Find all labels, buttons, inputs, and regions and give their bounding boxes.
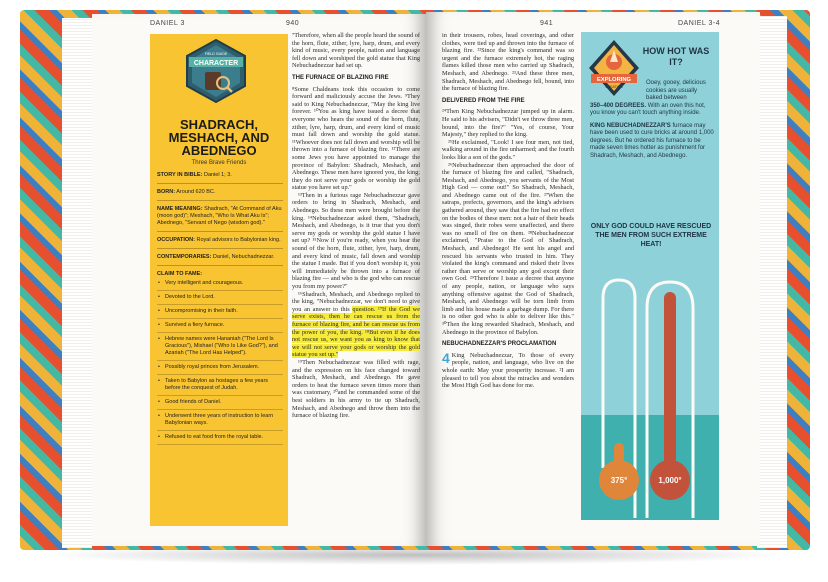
card-body-range: 350–400 DEGREES. xyxy=(590,102,647,109)
card-body-lead: Ooey, gooey, delicious cookies are usually baked between xyxy=(646,80,706,101)
card-emphasis: ONLY GOD COULD HAVE RESCUED THE MEN FROM SUCH EXTREME HEAT! xyxy=(590,223,712,248)
character-badge-icon xyxy=(183,38,249,104)
claim-item: • Devoted to the Lord. xyxy=(157,294,283,305)
highlighted-verse: question. ¹⁷If the God we serve exists, then he can rescue us from the furnace of blazing fire, and he can rescue us from the power of you, the king. ¹⁸But even if he does not rescue us, we want you as king to know that we will not serve your gods or worship the gold statue you set up." xyxy=(292,305,420,359)
card-body xyxy=(590,80,714,160)
claim-item: • Good friends of Daniel. xyxy=(157,399,283,410)
page-edges-right xyxy=(757,16,787,548)
page-number-right: 941 xyxy=(540,20,554,27)
claim-list xyxy=(157,280,283,445)
verse-paragraph: ²⁶Nebuchadnezzar then approached the door of the furnace of blazing fire and called, "Shadrach, Meshach, and Abednego, you servants of the Most High God — come out!" So Shadrach, Meshach, and Abednego came out of the fire. ²⁷When the satraps, prefects, governors, and the king's advisers gathered around, they saw that the fire had no effect on the bodies of these men: not a hair of their heads was singed, their robes were unaffected, and there was no smell of fire on them. ²⁸Nebuchadnezzar exclaimed, "Praise to the God of Shadrach, Meshach, and Abednego! He sent his angel and rescued his servants who trusted in him. They violated the king's command and risked their lives rather than serve or worship any god except their own God. ²⁹Therefore I issue a decree that anyone of any people, nation, or language who says anything offensive against the God of Shadrach, Meshach, and Abednego will be torn limb from limb and his house made a garbage dump. For there is no other god who is able to deliver like this." ³⁰Then the king rewarded Shadrach, Meshach, and Abednego in the province of Babylon. xyxy=(442,161,574,336)
section-heading-proclamation: NEBUCHADNEZZAR'S PROCLAMATION xyxy=(442,341,557,348)
claim-item: • Survived a fiery furnace. xyxy=(157,322,283,333)
badge-small-text: FIELD GUIDE xyxy=(204,52,228,56)
card-king-text: furnace may have been used to cure bricks at around 1,000 degrees. But he ordered his furnace to be made seven times hotter as punishment for Shadrach, Meshach, and Abednego. xyxy=(590,122,714,159)
thermometer-big-fill xyxy=(664,292,676,482)
claim-item: • Possibly royal princes from Jerusalem. xyxy=(157,364,283,375)
claim-item: • Hebrew names were Hananiah ("The Lord Is Gracious"), Mishael ("Who Is Like God?"), and Azariah ("The Lord Has Helped"). xyxy=(157,336,283,361)
fact-occupation: OCCUPATION: Royal advisors to Babylonian king. xyxy=(157,237,283,249)
verse-paragraph: ¹⁹Then Nebuchadnezzar was filled with rage, and the expression on his face changed toward Shadrach, Meshach, and Abednego. He gave orders to heat the furnace seven times more than was customary, ²⁰and he commanded some of the best soldiers in his army to tie up Shadrach, Meshach, and Abednego and throw them into the furnace of blazing fire. xyxy=(292,358,420,420)
verse-paragraph: in their trousers, robes, head coverings, and other clothes, were tied up and thrown into the furnace of blazing fire. ²²Since the king's command was so urgent and the furnace extremely hot, the raging flames killed those men who carried up Shadrach, Meshach, and Abednego. ²³And these three men, Shadrach, Meshach, and Abednego fell, bound, into the furnace of blazing fire. xyxy=(442,32,574,93)
character-facts xyxy=(157,172,283,448)
verse-paragraph: ¹³Then in a furious rage Nebuchadnezzar gave orders to bring in Shadrach, Meshach, and Abednego. So these men were brought before the king. ¹⁴Nebuchadnezzar asked them, "Shadrach, Meshach, and Abednego, is it true that you don't serve my gods or worship the gold statue I have set up? ¹⁵Now if you're ready, when you hear the sound of the horn, flute, zither, lyre, harp, drum, and every kind of music, fall down and worship the statue I made. But if you don't worship it, you will immediately be thrown into a furnace of blazing fire — and who is the god who can rescue you from my power?" xyxy=(292,191,420,290)
verse-text: ¹⁶Shadrach, Meshach, and Abednego replied to the king, "Nebuchadnezzar, we don't need to give you an answer to this xyxy=(292,290,420,313)
verse-text: King Nebuchadnezzar, To those of every people, nation, and language, who live on the whole earth: May your prosperity increase. ²I am pleased to tell you about the miracles and wonders the Most High God has done for me. xyxy=(442,351,574,390)
verse-paragraph xyxy=(292,291,420,359)
verse-paragraph: ²⁴Then King Nebuchadnezzar jumped up in alarm. He said to his advisers, "Didn't we throw three men, bound, into the fire?" "Yes, of course, Your Majesty," they replied to the king. xyxy=(442,108,574,139)
thermometer-graphic xyxy=(581,268,719,520)
badge-exploring-text: EXPLORING xyxy=(596,77,632,83)
claim-item: • Very intelligent and courageous. xyxy=(157,280,283,291)
badge-character-text: CHARACTER xyxy=(193,60,239,67)
page-number-left: 940 xyxy=(286,20,300,27)
page-edges-left xyxy=(62,18,92,548)
fact-name-meaning: NAME MEANING: Shadrach, "At Command of Aku (moon god)"; Meshach, "Who Is What Aku Is"; Abednego, "Servant of Nego (wisdom god)." xyxy=(157,206,283,232)
claim-item: • Taken to Babylon as hostages a few years before the conquest of Judah. xyxy=(157,378,283,396)
verse-paragraph: ⁷Therefore, when all the people heard the sound of the horn, flute, zither, lyre, harp, drum, and every kind of music, every people, nation and language fell down and worshiped the gold statue that King Nebuchadnezzar had set up. xyxy=(292,32,420,70)
character-name: SHADRACH, MESHACH, AND ABEDNEGO xyxy=(168,117,270,158)
fact-born: BORN: Around 620 BC. xyxy=(157,189,283,201)
fact-claim-to-fame: CLAIM TO FAME: • Very intelligent and courageous. • Devoted to the Lord. • Uncompromising in their faith. • Survived a fiery furnace. • Hebrew names were Hananiah ("The Lord Is Gracious"), Mishael ("Who Is Like God?"), and Azariah ("The Lord Has Helped"). • Possibly royal princes from Jerusalem. • Taken to Babylon as hostages a few years before the conquest of Judah. • Good friends of Daniel. • Underwent three years of instruction to learn Babylonian ways. • Refused to eat food from the royal table. xyxy=(157,271,283,445)
fact-contemporaries: CONTEMPORARIES: Daniel, Nebuchadnezzar. xyxy=(157,254,283,266)
right-scripture-column xyxy=(442,32,574,532)
left-scripture-column xyxy=(292,32,420,532)
verse-paragraph: ⁸Some Chaldeans took this occasion to come forward and maliciously accuse the Jews. ⁹They said to King Nebuchadnezzar, "May the king live forever. ¹⁰You as king have issued a decree that everyone who hears the sound of the horn, flute, zither, lyre, harp, drum, and every kind of music must fall down and worship the gold statue. ¹¹Whoever does not fall down and worship will be thrown into a furnace of blazing fire. ¹²There are some Jews you have appointed to manage the province of Babylon: Shadrach, Meshach, and Abednego. These men have ignored you, the king; they do not serve your gods or worship the gold statue you have set up." xyxy=(292,85,420,192)
section-heading-delivered: DELIVERED FROM THE FIRE xyxy=(442,97,525,104)
running-head-left: DANIEL 3 xyxy=(150,20,185,27)
card-king-heading: KING NEBUCHADNEZZAR'S xyxy=(590,122,671,129)
badge-creation-text: CREATION xyxy=(605,85,623,89)
claim-item: • Underwent three years of instruction to learn Babylonian ways. xyxy=(157,413,283,431)
claim-item: • Uncompromising in their faith. xyxy=(157,308,283,319)
fact-story: STORY IN BIBLE: Daniel 1; 3. xyxy=(157,172,283,184)
card-body-after: With an oven this hot, you know you can't touch anything inside. xyxy=(590,102,706,116)
chapter-number: 4 xyxy=(442,349,450,366)
running-head-right: DANIEL 3-4 xyxy=(678,20,721,27)
thermometer-big-label: 1,000° xyxy=(658,476,682,485)
thermometer-small-label: 375° xyxy=(610,476,628,485)
card-title: HOW HOT WAS IT? xyxy=(642,46,710,67)
section-heading-furnace: THE FURNACE OF BLAZING FIRE xyxy=(292,74,389,81)
verse-paragraph xyxy=(442,349,574,390)
character-subtitle: Three Brave Friends xyxy=(191,160,247,166)
claim-item: • Refused to eat food from the royal table. xyxy=(157,434,283,445)
verse-paragraph: ²⁵He exclaimed, "Look! I see four men, not tied, walking around in the fire unharmed; and the fourth looks like a son of the gods." xyxy=(442,138,574,161)
